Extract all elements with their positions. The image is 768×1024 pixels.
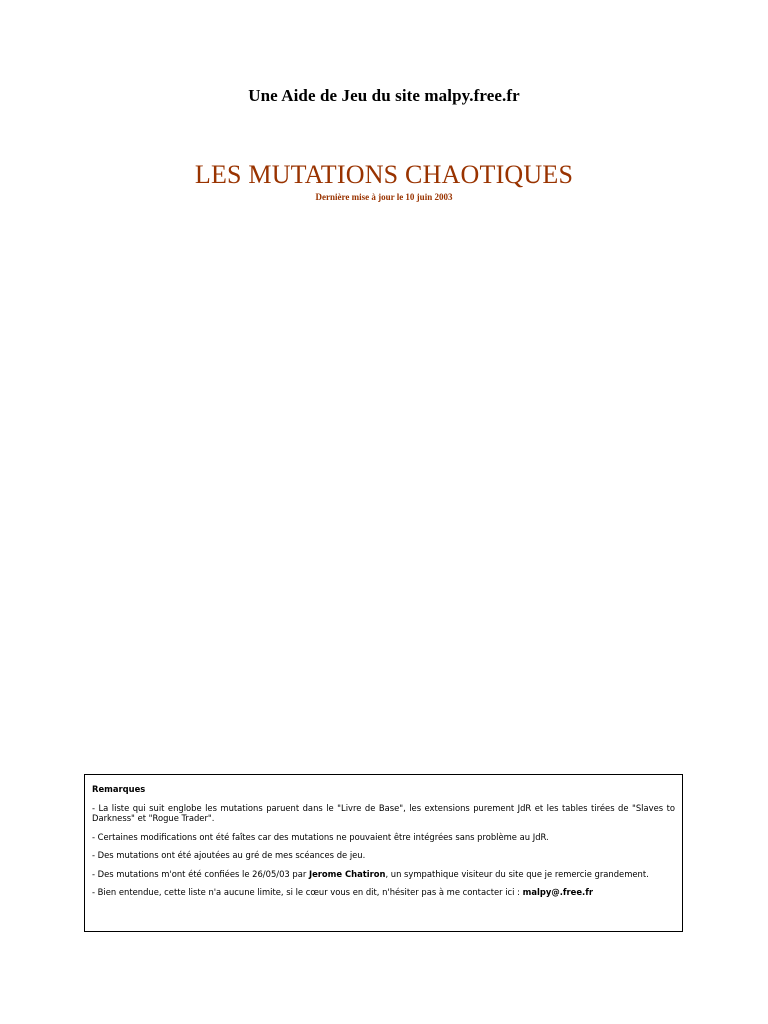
remarks-title: Remarques [92, 784, 146, 794]
remark-item [92, 869, 675, 880]
remark-item: - La liste qui suit englobe les mutations paruent dans le "Livre de Base", les extensions purement JdR et les tables tirées de "Slaves to Darkness" et "Rogue Trader". [92, 802, 675, 823]
remark-text: - Bien entendue, cette liste n'a aucune limite, si le cœur vous en dit, n'hésiter pas à me contacter ici : [92, 887, 523, 897]
contributor-name: Jerome Chatiron [308, 868, 386, 879]
remark-item: - Des mutations ont été ajoutées au gré de mes scéances de jeu. [92, 850, 366, 860]
last-updated-date: Dernière mise à jour le 10 juin 2003 [315, 192, 453, 202]
remark-item: - Certaines modifications ont été faîtes car des mutations ne pouvaient être intégrées sans problème au JdR. [92, 831, 549, 842]
contact-email: malpy@.free.fr [522, 887, 593, 897]
remark-text: - Des mutations m'ont été confiées le 26/05/03 par [92, 868, 309, 879]
site-header: Une Aide de Jeu du site malpy.free.fr [248, 86, 520, 105]
remark-item [92, 887, 675, 898]
remarks-box [84, 774, 683, 932]
remark-text: , un sympathique visiteur du site que je remercie grandement. [385, 868, 649, 879]
document-title: LES MUTATIONS CHAOTIQUES [194, 160, 574, 189]
